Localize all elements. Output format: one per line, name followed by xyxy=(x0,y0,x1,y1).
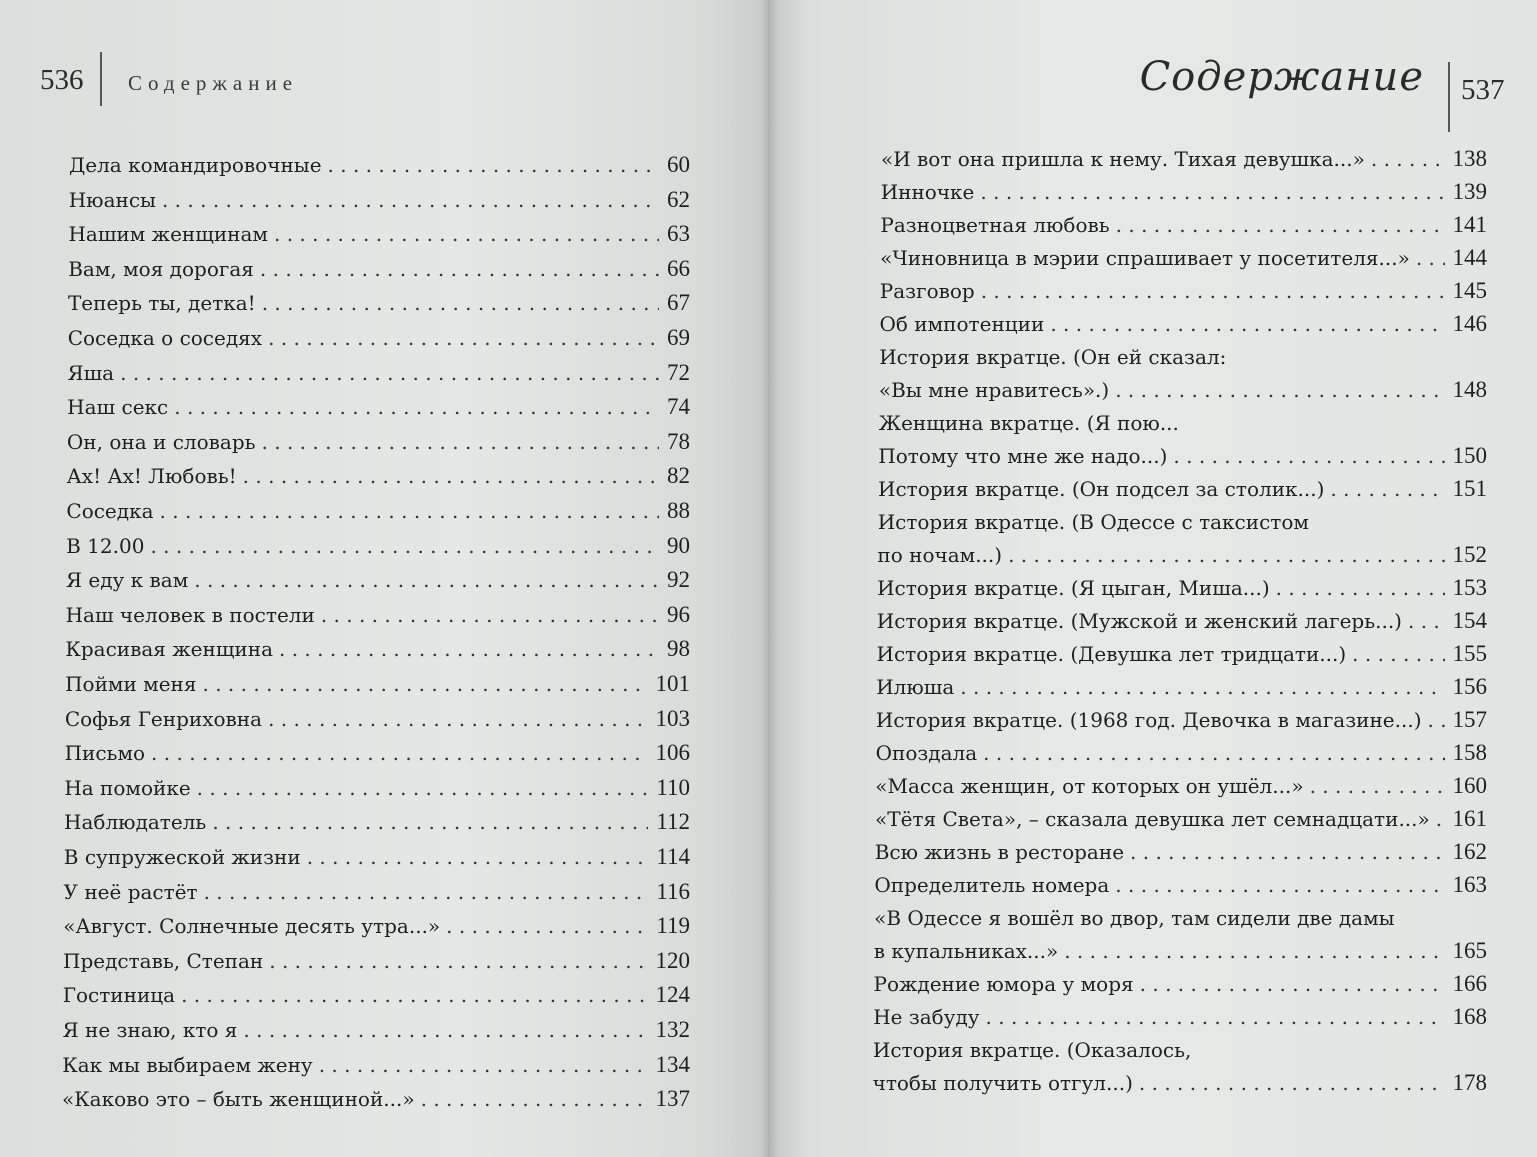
toc-entry-title: На помойке xyxy=(64,775,191,800)
toc-entry-title: Наш секс xyxy=(67,395,169,420)
toc-entry-title: У неё растёт xyxy=(63,879,198,904)
toc-entry xyxy=(875,806,1487,832)
toc-entry xyxy=(68,290,690,316)
toc-entry xyxy=(876,707,1487,733)
toc-dot-leader xyxy=(328,152,659,178)
toc-entry xyxy=(881,179,1487,205)
toc-entry xyxy=(64,809,690,835)
toc-entry xyxy=(69,152,690,178)
toc-dot-leader xyxy=(981,278,1445,304)
toc-entry-page: 74 xyxy=(667,394,690,420)
toc-dot-leader xyxy=(160,498,659,524)
toc-entry-title: Соседка xyxy=(66,499,154,523)
toc-dot-leader xyxy=(1310,773,1445,799)
toc-entry-title: Инночке xyxy=(880,180,975,204)
toc-entry-page: 144 xyxy=(1452,245,1487,270)
toc-entry-title: В супружеской жизни xyxy=(63,845,301,869)
toc-entry xyxy=(67,360,690,386)
toc-dot-leader xyxy=(151,740,647,766)
toc-entry-title: Об импотенции xyxy=(879,312,1045,336)
toc-entry-title: Наш человек в постели xyxy=(65,602,315,627)
toc-dot-leader xyxy=(243,463,659,489)
toc-dot-leader xyxy=(203,671,648,697)
toc-entry-page: 62 xyxy=(667,186,690,212)
toc-entry-page: 158 xyxy=(1452,740,1487,765)
toc-entry-page: 88 xyxy=(667,498,690,523)
toc-entry-title: Опоздала xyxy=(875,741,978,765)
toc-entry xyxy=(875,773,1487,799)
toc-entry xyxy=(881,146,1487,172)
toc-dot-leader xyxy=(319,1052,648,1078)
toc-entry xyxy=(879,377,1487,403)
toc-entry-page: 161 xyxy=(1452,806,1487,831)
toc-entry-title: Я еду к вам xyxy=(65,568,189,593)
toc-entry-page: 160 xyxy=(1452,773,1487,798)
toc-entry xyxy=(62,1086,690,1112)
toc-dot-leader xyxy=(1436,806,1445,832)
toc-dot-leader xyxy=(162,187,659,213)
toc-entry-page: 132 xyxy=(655,1017,690,1042)
toc-entry-page: 155 xyxy=(1452,641,1487,666)
toc-entry-title: Софья Генриховна xyxy=(64,706,263,731)
toc-dot-leader xyxy=(960,674,1444,700)
toc-entry xyxy=(879,344,1487,370)
toc-entry-page: 119 xyxy=(656,913,690,939)
toc-entry-title: История вкратце. (Оказалось, xyxy=(872,1038,1192,1062)
toc-dot-leader xyxy=(260,256,659,282)
toc-entry xyxy=(879,410,1487,436)
toc-entry-page: 141 xyxy=(1452,212,1487,237)
toc-dot-leader xyxy=(150,533,659,559)
toc-entry-page: 152 xyxy=(1452,542,1487,567)
toc-dot-leader xyxy=(262,290,659,316)
toc-entry-page: 101 xyxy=(655,671,690,696)
toc-entry xyxy=(874,971,1488,997)
toc-dot-leader xyxy=(1408,608,1445,634)
toc-entry-page: 90 xyxy=(667,532,690,558)
toc-entry-page: 150 xyxy=(1452,443,1487,468)
toc-entry-title: Соседка о соседях xyxy=(67,326,263,350)
toc-dot-leader xyxy=(120,360,659,386)
toc-entry xyxy=(874,872,1487,898)
right-toc xyxy=(768,0,1537,1157)
left-toc xyxy=(0,0,768,1157)
toc-entry-title: «Масса женщин, от которых он ушёл...» xyxy=(875,774,1304,798)
toc-dot-leader xyxy=(1352,641,1444,667)
toc-entry xyxy=(874,905,1487,931)
toc-dot-leader xyxy=(446,913,648,939)
toc-entry-page: 103 xyxy=(655,705,690,731)
toc-entry xyxy=(877,641,1488,667)
toc-entry-title: чтобы получить отгул...) xyxy=(872,1071,1133,1095)
toc-dot-leader xyxy=(421,1086,648,1112)
toc-entry-title: Рождение юмора у моря xyxy=(873,972,1134,996)
toc-entry-page: 124 xyxy=(655,982,690,1008)
toc-dot-leader xyxy=(194,567,659,593)
toc-entry-title: «Август. Солнечные десять утра...» xyxy=(63,914,441,939)
toc-entry-page: 63 xyxy=(667,221,690,247)
toc-entry-title: Наблюдатель xyxy=(64,810,207,835)
toc-entry-title: Пойми меня xyxy=(65,672,197,696)
toc-entry-title: В 12.00 xyxy=(66,533,145,558)
toc-entry xyxy=(876,740,1487,766)
toc-entry-page: 92 xyxy=(667,567,690,593)
toc-entry-title: Нюансы xyxy=(68,187,156,212)
toc-entry-page: 78 xyxy=(667,428,690,454)
toc-entry xyxy=(64,775,690,801)
toc-entry-title: История вкратце. (Девушка лет тридцати...) xyxy=(876,642,1347,666)
toc-entry xyxy=(65,706,690,732)
toc-dot-leader xyxy=(197,775,649,801)
toc-entry-title: История вкратце. (Он подсел за столик...) xyxy=(878,477,1325,501)
toc-entry xyxy=(64,844,690,870)
toc-dot-leader xyxy=(269,948,647,974)
toc-dot-leader xyxy=(1140,971,1445,997)
toc-entry-title: «Тётя Света», – сказала девушка лет семнадцати...» xyxy=(875,807,1430,831)
toc-entry-page: 139 xyxy=(1452,179,1487,204)
toc-entry xyxy=(64,879,690,905)
toc-entry-page: 163 xyxy=(1452,872,1487,897)
toc-entry-title: История вкратце. (В Одессе с таксистом xyxy=(877,510,1309,534)
toc-dot-leader xyxy=(986,1004,1445,1030)
toc-dot-leader xyxy=(1115,872,1444,898)
toc-dot-leader xyxy=(174,394,659,420)
toc-entry-page: 82 xyxy=(667,463,690,489)
toc-entry-title: История вкратце. (Мужской и женский лагерь...) xyxy=(876,609,1402,633)
toc-dot-leader xyxy=(307,844,649,870)
toc-entry xyxy=(873,1070,1487,1096)
toc-entry xyxy=(877,608,1487,634)
toc-entry-page: 138 xyxy=(1452,146,1487,171)
toc-entry-page: 69 xyxy=(667,325,690,350)
toc-entry-title: «В Одессе я вошёл во двор, там сидели две дамы xyxy=(874,906,1395,930)
toc-dot-leader xyxy=(1050,311,1444,337)
toc-entry-title: Он, она и словарь xyxy=(66,429,256,454)
toc-entry-page: 114 xyxy=(656,844,690,869)
toc-entry-title: Письмо xyxy=(64,741,146,766)
toc-entry-page: 106 xyxy=(655,740,690,766)
left-page-number: 536 xyxy=(40,64,84,96)
toc-entry-page: 60 xyxy=(667,152,690,177)
toc-dot-leader xyxy=(1008,542,1444,568)
toc-entry-page: 134 xyxy=(655,1051,690,1077)
toc-entry xyxy=(63,1017,691,1043)
toc-dot-leader xyxy=(1173,443,1444,469)
toc-entry-title: «Чиновница в мэрии спрашивает у посетителя...» xyxy=(880,246,1410,270)
toc-entry-page: 166 xyxy=(1452,971,1487,996)
toc-entry-page: 165 xyxy=(1452,938,1487,963)
toc-entry-page: 110 xyxy=(656,774,690,800)
right-page-number: 537 xyxy=(1461,74,1505,106)
toc-entry-page: 162 xyxy=(1452,839,1487,864)
toc-dot-leader xyxy=(1276,575,1445,601)
toc-entry-title: Красивая женщина xyxy=(65,637,273,662)
toc-entry xyxy=(62,1052,690,1078)
toc-dot-leader xyxy=(980,179,1444,205)
toc-dot-leader xyxy=(204,879,649,905)
toc-entry-page: 66 xyxy=(667,255,690,281)
toc-entry-title: Дела командировочные xyxy=(69,153,322,177)
toc-entry-page: 148 xyxy=(1452,377,1487,402)
toc-entry-title: Яша xyxy=(67,360,115,385)
toc-entry-title: в купальниках...» xyxy=(873,939,1059,963)
toc-entry xyxy=(65,636,690,662)
toc-dot-leader xyxy=(321,602,659,628)
toc-entry-title: Я не знаю, кто я xyxy=(62,1018,238,1042)
toc-entry-title: Женщина вкратце. (Я пою... xyxy=(878,411,1179,435)
toc-entry-title: Теперь ты, детка! xyxy=(67,291,256,316)
toc-entry-title: Нашим женщинам xyxy=(68,222,268,247)
toc-entry-page: 154 xyxy=(1452,608,1487,633)
toc-entry-title: Потому что мне же надо...) xyxy=(878,444,1168,468)
toc-dot-leader xyxy=(1130,839,1444,865)
toc-dot-leader xyxy=(1416,245,1445,271)
toc-dot-leader xyxy=(1330,476,1444,502)
toc-entry-title: Как мы выбираем жену xyxy=(62,1052,313,1077)
toc-entry xyxy=(66,498,690,524)
toc-dot-leader xyxy=(268,706,647,732)
toc-entry-title: Гостиница xyxy=(62,983,176,1008)
toc-entry-title: Определитель номера xyxy=(874,873,1110,897)
toc-dot-leader xyxy=(181,982,647,1008)
toc-entry-title: «И вот она пришла к нему. Тихая девушка...» xyxy=(881,147,1365,171)
toc-entry xyxy=(880,311,1488,337)
toc-dot-leader xyxy=(1116,212,1445,238)
right-running-head: Содержание xyxy=(1139,54,1424,100)
toc-entry xyxy=(67,463,690,489)
toc-dot-leader xyxy=(243,1017,647,1043)
toc-dot-leader xyxy=(1115,377,1444,403)
toc-dot-leader xyxy=(1371,146,1445,172)
toc-entry-title: История вкратце. (Я цыган, Миша...) xyxy=(877,576,1270,600)
toc-entry xyxy=(873,1037,1487,1063)
toc-entry-page: 145 xyxy=(1452,278,1487,303)
right-page xyxy=(768,0,1537,1157)
toc-entry xyxy=(67,429,690,455)
toc-dot-leader xyxy=(983,740,1444,766)
toc-entry xyxy=(880,212,1487,238)
toc-entry-title: Илюша xyxy=(876,675,955,699)
toc-entry xyxy=(67,394,690,420)
toc-entry xyxy=(63,982,690,1008)
toc-entry xyxy=(63,948,690,974)
toc-entry-title: История вкратце. (Он ей сказал: xyxy=(879,345,1227,369)
toc-entry xyxy=(66,567,690,593)
toc-entry-page: 157 xyxy=(1452,707,1487,732)
toc-entry-page: 96 xyxy=(667,601,690,627)
toc-entry-page: 67 xyxy=(667,290,690,316)
toc-entry-title: Вам, моя дорогая xyxy=(68,256,254,281)
toc-entry xyxy=(66,533,690,559)
toc-entry-title: История вкратце. (1968 год. Девочка в магазине...) xyxy=(875,708,1422,732)
toc-entry-page: 120 xyxy=(655,947,690,973)
toc-entry-page: 168 xyxy=(1452,1004,1487,1029)
toc-entry xyxy=(874,938,1487,964)
toc-dot-leader xyxy=(1064,938,1444,964)
toc-dot-leader xyxy=(212,809,648,835)
toc-entry-title: Разговор xyxy=(879,279,975,303)
toc-entry-title: Всю жизнь в ресторане xyxy=(874,840,1125,864)
left-running-head: Содержание xyxy=(128,71,299,95)
toc-entry xyxy=(877,542,1487,568)
toc-dot-leader xyxy=(262,429,659,455)
toc-entry-page: 178 xyxy=(1452,1070,1487,1095)
toc-dot-leader xyxy=(1139,1070,1445,1096)
left-page xyxy=(0,0,768,1157)
toc-entry xyxy=(68,325,690,351)
toc-entry xyxy=(69,187,690,213)
toc-entry xyxy=(880,278,1487,304)
toc-entry-page: 98 xyxy=(667,636,690,662)
toc-dot-leader xyxy=(268,325,659,351)
toc-entry-page: 146 xyxy=(1452,311,1487,336)
toc-entry-page: 112 xyxy=(656,809,690,835)
toc-dot-leader xyxy=(274,221,659,247)
toc-entry xyxy=(873,1004,1487,1030)
toc-entry xyxy=(68,221,690,247)
toc-entry xyxy=(68,256,690,282)
toc-dot-leader xyxy=(1428,707,1445,733)
toc-entry-title: «Каково это – быть женщиной...» xyxy=(61,1087,415,1112)
toc-entry-page: 151 xyxy=(1452,476,1487,501)
toc-entry xyxy=(875,839,1487,865)
toc-entry-page: 156 xyxy=(1452,674,1487,699)
toc-entry-page: 72 xyxy=(667,359,690,385)
toc-entry-title: Представь, Степан xyxy=(63,948,264,973)
toc-entry-page: 153 xyxy=(1452,575,1487,600)
toc-entry-page: 137 xyxy=(655,1086,690,1112)
toc-entry-title: «Вы мне нравитесь».) xyxy=(878,378,1110,402)
toc-entry-page: 116 xyxy=(656,878,690,904)
toc-entry xyxy=(880,245,1487,271)
toc-entry xyxy=(878,476,1487,502)
toc-entry xyxy=(63,913,690,939)
toc-entry xyxy=(878,509,1487,535)
toc-entry xyxy=(65,671,690,697)
toc-entry-title: Разноцветная любовь xyxy=(880,213,1110,237)
toc-entry-title: по ночам...) xyxy=(877,543,1003,567)
toc-entry xyxy=(65,740,690,766)
toc-dot-leader xyxy=(279,636,659,662)
toc-entry xyxy=(877,575,1487,601)
toc-entry xyxy=(878,443,1487,469)
toc-entry xyxy=(876,674,1487,700)
toc-entry-title: Ах! Ах! Любовь! xyxy=(66,464,237,489)
toc-entry-title: Не забуду xyxy=(873,1005,980,1029)
toc-entry xyxy=(66,602,690,628)
